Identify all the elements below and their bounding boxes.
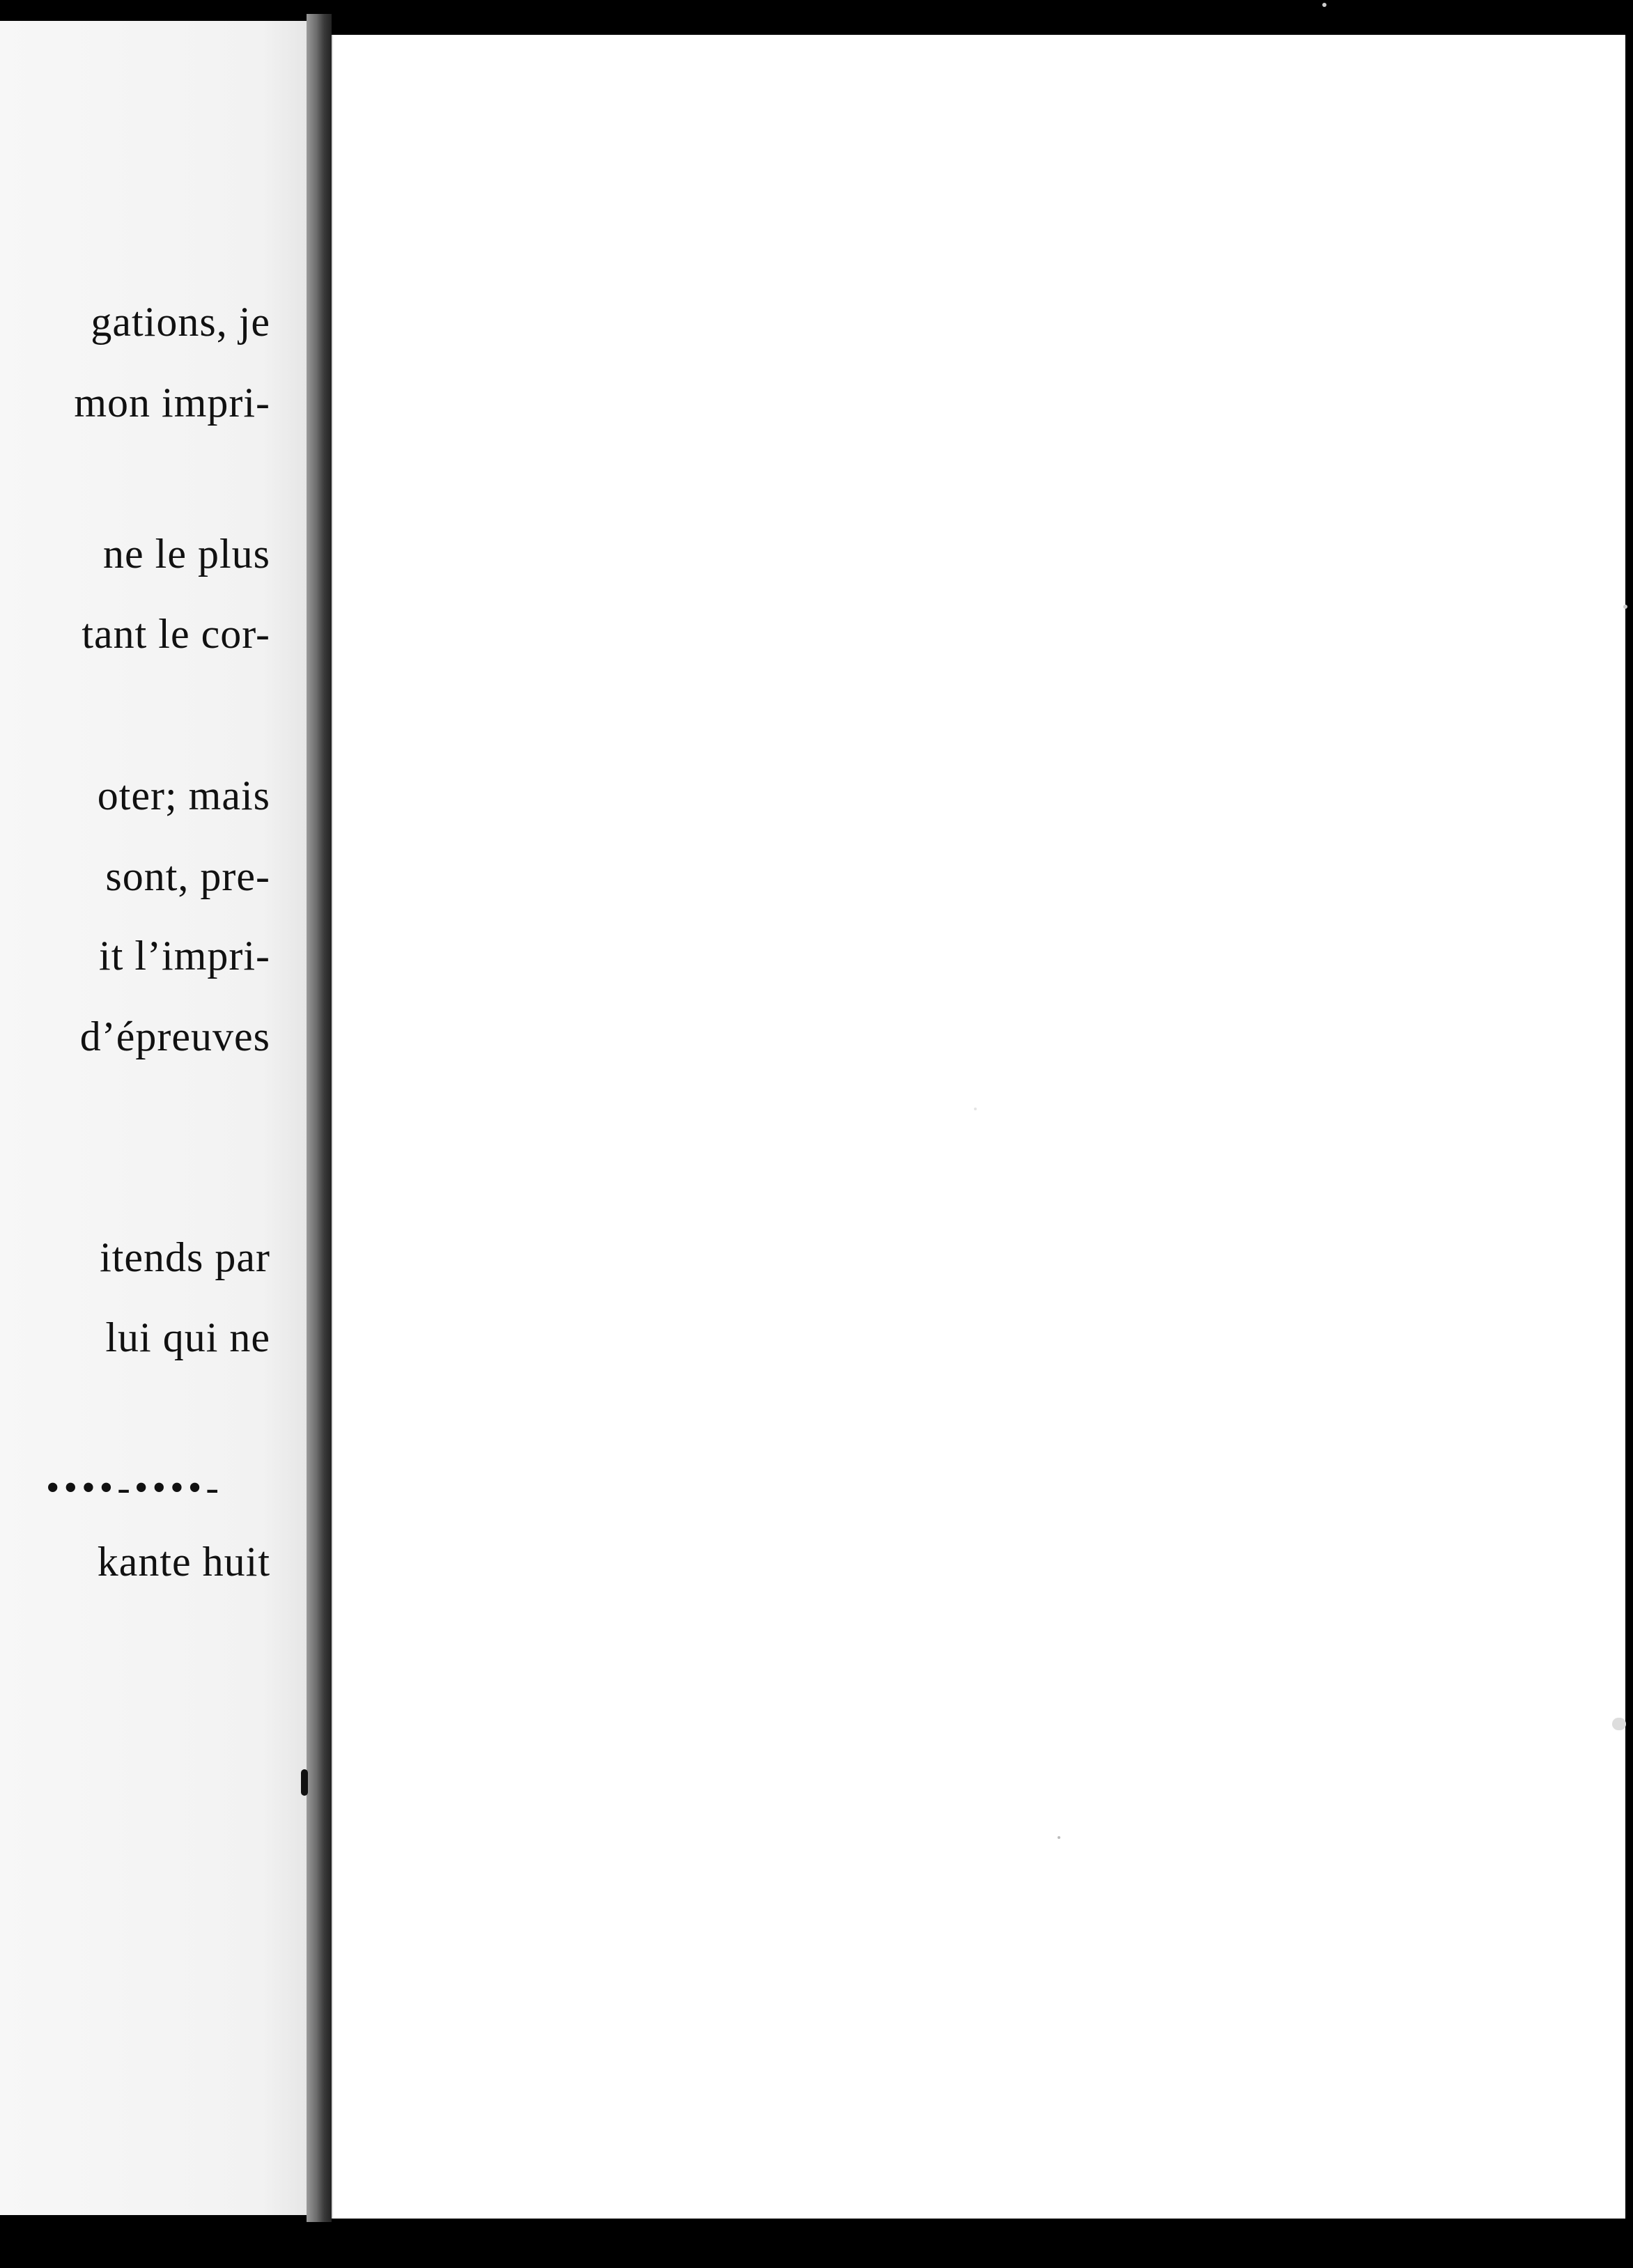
- text-line-10: lui qui ne: [105, 1314, 270, 1360]
- paper-speck: [974, 1108, 977, 1110]
- scan-edge-mark: [1623, 605, 1627, 609]
- text-line-8: d’épreuves: [79, 1013, 270, 1059]
- paper-speck: [1058, 1836, 1060, 1839]
- text-line-4: tant le cor-: [82, 611, 270, 657]
- text-line-2: mon impri-: [74, 380, 270, 426]
- left-page: [0, 21, 327, 2215]
- scan-edge-mark: [1322, 3, 1326, 7]
- scan-edge-blot: [1612, 1718, 1626, 1730]
- text-line-9: itends par: [100, 1234, 270, 1280]
- text-line-6: sont, pre-: [105, 853, 270, 899]
- right-page-blank: [332, 35, 1625, 2219]
- text-line-1: gations, je: [91, 299, 270, 345]
- binding-mark: [301, 1769, 308, 1796]
- text-line-11: kante huit: [97, 1539, 270, 1585]
- binding-gutter: [307, 14, 332, 2222]
- text-line-3: ne le plus: [103, 531, 270, 577]
- text-line-7: it l’impri-: [99, 933, 270, 979]
- text-line-5: oter; mais: [97, 772, 270, 818]
- dotted-leader: ••••-••••-: [45, 1466, 223, 1509]
